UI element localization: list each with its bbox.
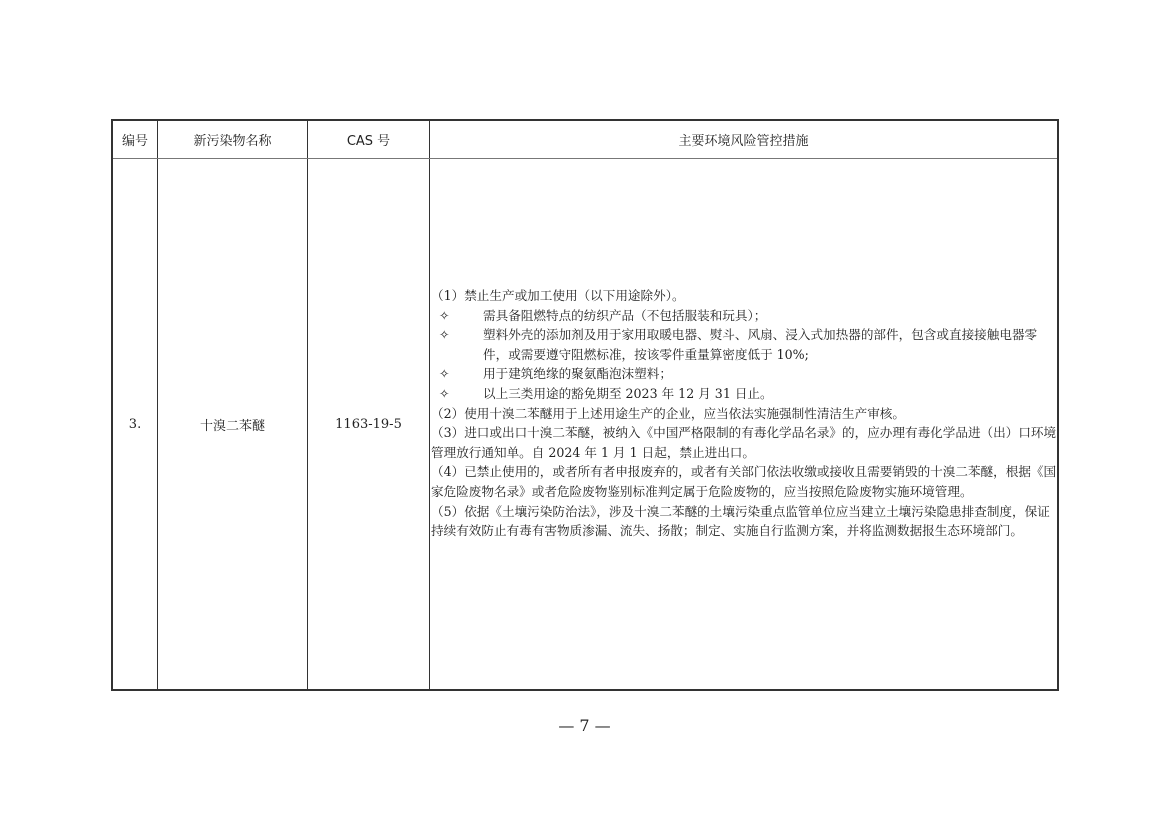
header-pollutant-name: 新污染物名称 <box>193 134 272 149</box>
pollutant-name: 十溴二苯醚 <box>199 418 265 434</box>
measure-item-1: （1）禁止生产或加工使用（以下用途除外）。 <box>431 288 685 303</box>
diamond-bullet-icon: ✧ <box>439 327 450 343</box>
measure-subitem: ✧ 需具备阻燃特点的纺织产品（不包括服装和玩具）； <box>431 306 1057 326</box>
measure-item-4: （4）已禁止使用的，或者所有者申报废弃的，或者有关部门依法收缴或接收且需要销毁的十溴二苯醚，根据《国家危险废物名录》或者危险废物鉴别标准判定属于危险废物的，应当按照危险废物实施环境管理。 <box>431 464 1057 499</box>
measure-item-2: （2）使用十溴二苯醚用于上述用途生产的企业，应当依法实施强制性清洁生产审核。 <box>431 405 905 421</box>
measure-item-5: （5）依据《土壤污染防治法》，涉及十溴二苯醚的土壤污染重点监管单位应当建立土壤污染隐患排查制度，保证持续有效防止有毒有害物质渗漏、流失、扬散；制定、实施自行监测方案，并将监测数据报生态环境部门。 <box>431 503 1050 539</box>
measure-item-3: （3）进口或出口十溴二苯醚，被纳入《中国严格限制的有毒化学品名录》的，应办理有毒化学品进（出）口环境管理放行通知单。自 2024 年 1 月 1 日起，禁止进出口。 <box>431 425 1057 460</box>
column-divider <box>429 121 430 689</box>
cas-number: 1163-19-5 <box>335 416 402 432</box>
page-number: — 7 — <box>558 716 611 735</box>
control-measures <box>431 286 1057 541</box>
header-control-measures: 主要环境风险管控措施 <box>678 134 809 149</box>
header-cas-number: CAS 号 <box>346 134 391 149</box>
measure-subitem: ✧ 用于建筑绝缘的聚氨酯泡沫塑料； <box>431 364 1057 384</box>
pollutant-table <box>111 119 1059 691</box>
header-number: 编号 <box>121 134 148 149</box>
measure-subitem: ✧ 以上三类用途的豁免期至 2023 年 12 月 31 日止。 <box>431 384 1057 404</box>
diamond-bullet-icon: ✧ <box>439 385 450 401</box>
diamond-bullet-icon: ✧ <box>439 366 450 382</box>
diamond-bullet-icon: ✧ <box>439 307 450 323</box>
row-number: 3. <box>128 416 142 432</box>
measure-subitem: ✧ 塑料外壳的添加剂及用于家用取暖电器、熨斗、风扇、浸入式加热器的部件，包含或直接接触电器零件，或需要遵守阻燃标准，按该零件重量算密度低于 10%; <box>439 327 1038 362</box>
